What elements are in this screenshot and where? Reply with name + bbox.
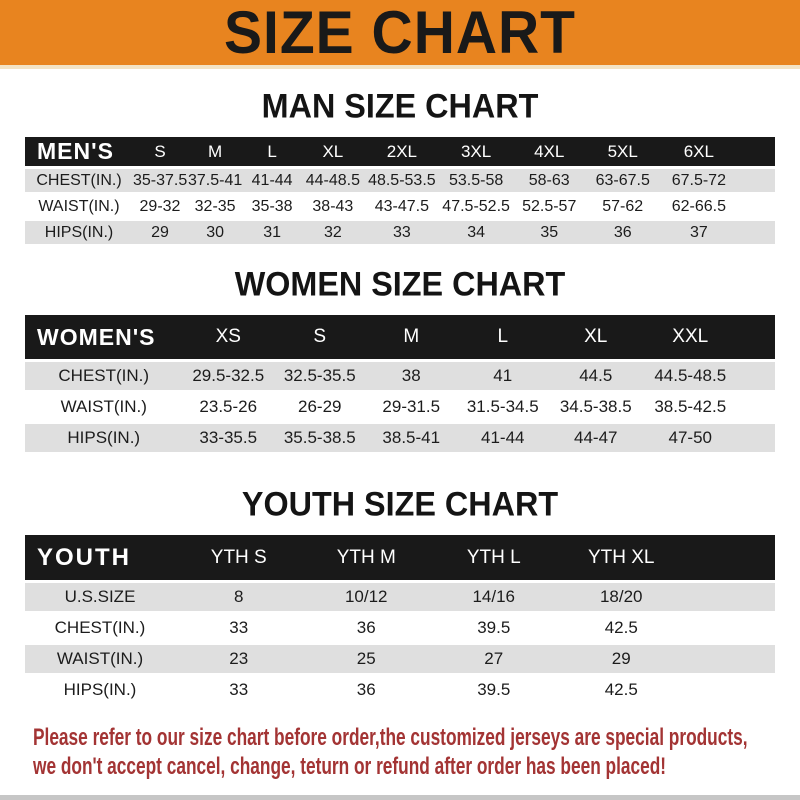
value-cell: 33: [365, 221, 439, 244]
section-heading-youth: YOUTH SIZE CHART: [241, 484, 559, 523]
value-cell: 31.5-34.5: [457, 393, 549, 421]
notice-line-2: we don't accept cancel, change, teturn or refund after order has been placed!: [33, 753, 667, 780]
value-cell: 32-35: [187, 195, 243, 218]
column-header-5xl: 5XL: [585, 137, 660, 166]
value-cell: 36: [303, 614, 431, 642]
table-row: [25, 221, 775, 244]
value-cell: 38.5-41: [366, 424, 458, 452]
row-label: WAIST(IN.): [25, 195, 133, 218]
row-label: HIPS(IN.): [25, 424, 183, 452]
size-chart-sections: [0, 87, 800, 707]
notice-line-1: Please refer to our size chart before order,the customized jerseys are special products,: [33, 724, 748, 751]
column-header-6xl: 6XL: [660, 137, 737, 166]
value-cell: 58-63: [513, 169, 585, 192]
women-size-table: [25, 312, 775, 455]
value-cell: 29: [558, 645, 686, 673]
value-cell: 30: [187, 221, 243, 244]
value-cell: 44-47: [549, 424, 644, 452]
table-row: [25, 424, 775, 452]
table-row: [25, 195, 775, 218]
table-row: [25, 169, 775, 192]
value-cell: 37: [660, 221, 737, 244]
header-row: [25, 315, 775, 359]
value-cell: 34: [439, 221, 513, 244]
value-cell: 44.5-48.5: [643, 362, 738, 390]
value-cell: 44-48.5: [301, 169, 365, 192]
value-cell: 38.5-42.5: [643, 393, 738, 421]
value-cell: 14/16: [430, 583, 558, 611]
value-cell: 36: [585, 221, 660, 244]
row-label: WAIST(IN.): [25, 393, 183, 421]
table-row: [25, 614, 775, 642]
men-table-title: MEN'S: [25, 137, 133, 166]
column-header-yth-xl: YTH XL: [558, 535, 686, 580]
row-label: HIPS(IN.): [25, 676, 175, 704]
value-cell: 44.5: [549, 362, 644, 390]
value-cell: 33-35.5: [183, 424, 275, 452]
column-header-xl: XL: [549, 315, 644, 359]
value-cell: 53.5-58: [439, 169, 513, 192]
banner: [0, 0, 800, 69]
value-cell: 25: [303, 645, 431, 673]
value-cell: 34.5-38.5: [549, 393, 644, 421]
value-cell: 38-43: [301, 195, 365, 218]
column-header-xl: XL: [301, 137, 365, 166]
value-cell: 23: [175, 645, 303, 673]
table-row: [25, 676, 775, 704]
spacer-cell: [685, 614, 775, 642]
value-cell: 33: [175, 614, 303, 642]
value-cell: 47.5-52.5: [439, 195, 513, 218]
column-header-yth-s: YTH S: [175, 535, 303, 580]
value-cell: 41-44: [457, 424, 549, 452]
value-cell: 35-37.5: [133, 169, 187, 192]
table-row: [25, 362, 775, 390]
row-label: HIPS(IN.): [25, 221, 133, 244]
value-cell: 57-62: [585, 195, 660, 218]
value-cell: 10/12: [303, 583, 431, 611]
table-row: [25, 393, 775, 421]
value-cell: 27: [430, 645, 558, 673]
order-notice: [33, 723, 800, 781]
youth-size-table: [25, 532, 775, 707]
women-table-title: WOMEN'S: [25, 315, 183, 359]
value-cell: 42.5: [558, 676, 686, 704]
row-label: WAIST(IN.): [25, 645, 175, 673]
value-cell: 63-67.5: [585, 169, 660, 192]
column-header-yth-m: YTH M: [303, 535, 431, 580]
value-cell: 35.5-38.5: [274, 424, 366, 452]
column-header-m: M: [366, 315, 458, 359]
column-header-s: S: [274, 315, 366, 359]
value-cell: 52.5-57: [513, 195, 585, 218]
value-cell: 41-44: [243, 169, 301, 192]
youth-table-title: YOUTH: [25, 535, 175, 580]
section-men: [0, 87, 800, 247]
column-header-xxl: XXL: [643, 315, 738, 359]
value-cell: 43-47.5: [365, 195, 439, 218]
column-header-m: M: [187, 137, 243, 166]
value-cell: 23.5-26: [183, 393, 275, 421]
value-cell: 26-29: [274, 393, 366, 421]
value-cell: 29-32: [133, 195, 187, 218]
spacer-cell: [738, 315, 776, 359]
header-row: [25, 535, 775, 580]
spacer-cell: [685, 535, 775, 580]
spacer-cell: [738, 424, 776, 452]
column-header-s: S: [133, 137, 187, 166]
spacer-cell: [685, 583, 775, 611]
value-cell: 48.5-53.5: [365, 169, 439, 192]
column-header-2xl: 2XL: [365, 137, 439, 166]
column-header-xs: XS: [183, 315, 275, 359]
value-cell: 67.5-72: [660, 169, 737, 192]
column-header-l: L: [243, 137, 301, 166]
spacer-cell: [685, 676, 775, 704]
section-youth: [0, 485, 800, 707]
spacer-cell: [738, 393, 776, 421]
value-cell: 39.5: [430, 614, 558, 642]
column-header-l: L: [457, 315, 549, 359]
value-cell: 35: [513, 221, 585, 244]
row-label: CHEST(IN.): [25, 362, 183, 390]
value-cell: 18/20: [558, 583, 686, 611]
section-heading-women: WOMEN SIZE CHART: [234, 264, 566, 303]
row-label: U.S.SIZE: [25, 583, 175, 611]
value-cell: 47-50: [643, 424, 738, 452]
spacer-cell: [737, 195, 775, 218]
value-cell: 31: [243, 221, 301, 244]
value-cell: 29: [133, 221, 187, 244]
section-women: [0, 265, 800, 455]
value-cell: 36: [303, 676, 431, 704]
value-cell: 37.5-41: [187, 169, 243, 192]
value-cell: 29-31.5: [366, 393, 458, 421]
column-header-3xl: 3XL: [439, 137, 513, 166]
table-row: [25, 645, 775, 673]
section-heading-men: MAN SIZE CHART: [261, 86, 539, 125]
bottom-border: [0, 795, 800, 800]
value-cell: 42.5: [558, 614, 686, 642]
value-cell: 41: [457, 362, 549, 390]
spacer-cell: [737, 137, 775, 166]
value-cell: 62-66.5: [660, 195, 737, 218]
spacer-cell: [737, 221, 775, 244]
table-row: [25, 583, 775, 611]
value-cell: 32: [301, 221, 365, 244]
column-header-4xl: 4XL: [513, 137, 585, 166]
spacer-cell: [738, 362, 776, 390]
spacer-cell: [685, 645, 775, 673]
men-size-table: [25, 134, 775, 247]
value-cell: 29.5-32.5: [183, 362, 275, 390]
value-cell: 8: [175, 583, 303, 611]
value-cell: 32.5-35.5: [274, 362, 366, 390]
column-header-yth-l: YTH L: [430, 535, 558, 580]
value-cell: 38: [366, 362, 458, 390]
value-cell: 35-38: [243, 195, 301, 218]
row-label: CHEST(IN.): [25, 169, 133, 192]
spacer-cell: [737, 169, 775, 192]
value-cell: 33: [175, 676, 303, 704]
header-row: [25, 137, 775, 166]
value-cell: 39.5: [430, 676, 558, 704]
page-title: SIZE CHART: [224, 0, 576, 67]
row-label: CHEST(IN.): [25, 614, 175, 642]
